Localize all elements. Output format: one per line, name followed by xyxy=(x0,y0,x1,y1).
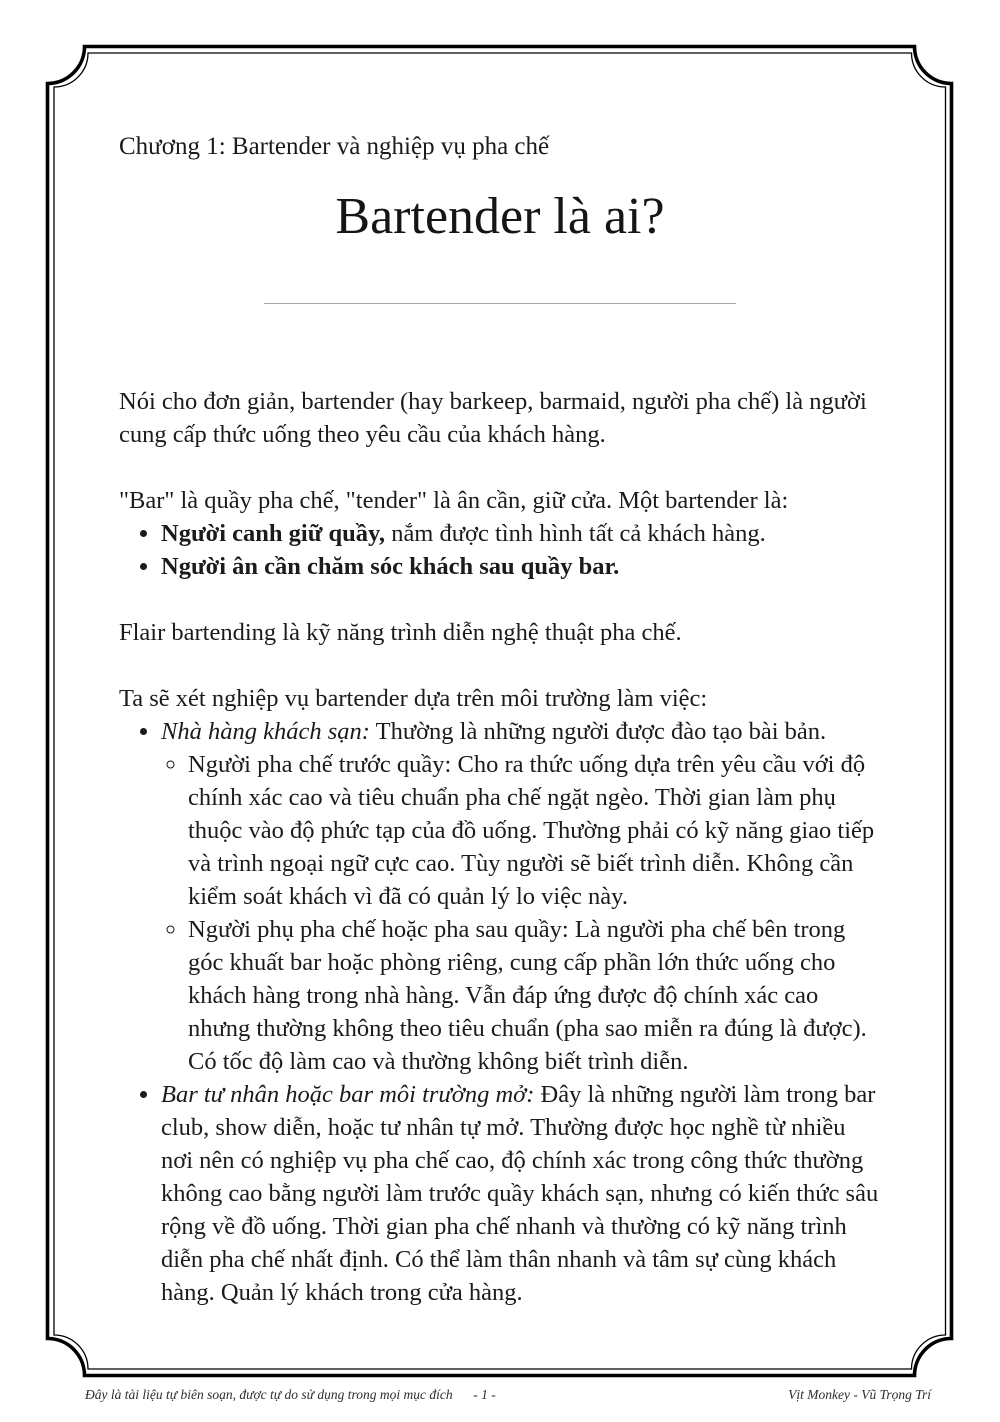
page-title: Bartender là ai? xyxy=(335,188,665,245)
list-item: • Nhà hàng khách sạn: Thường là những người được đào tạo bài bản. ◦ Người pha chế trước quầy: Cho ra thức uống dựa trên yêu cầu với độ chính xác cao và tiêu chuẩn pha chế ngặt ngèo. Thời gian làm phụ thuộc vào độ phức tạp của đồ uống. Thường phải có kỹ năng giao tiếp và trình ngoại ngữ cực cao. Tùy người sẽ biết trình diễn. Không cần kiểm soát khách vì đã có quản lý lo việc này. ◦ Người phụ pha chế hoặc pha sau quầy: Là người pha chế bên trong góc khuất bar hoặc phòng riêng, cung cấp phần lớn thức uống cho khách hàng trong nhà hàng. Vẫn đáp ứng được độ chính xác cao nhưng thường không theo tiêu chuẩn (pha sao miễn ra đúng là được). Có tốc độ làm cao và thường không biết trình diễn. xyxy=(161,715,881,1078)
paragraph-intro: Nói cho đơn giản, bartender (hay barkeep, barmaid, người pha chế) là người cung cấp thức uống theo yêu cầu của khách hàng. xyxy=(119,388,867,448)
environment-list xyxy=(119,715,881,1309)
paragraph-definition-lead: "Bar" là quầy pha chế, "tender" là ân cần, giữ cửa. Một bartender là: xyxy=(119,487,789,514)
sub-list-item: ◦ Người pha chế trước quầy: Cho ra thức uống dựa trên yêu cầu với độ chính xác cao và tiêu chuẩn pha chế ngặt ngèo. Thời gian làm phụ thuộc vào độ phức tạp của đồ uống. Thường phải có kỹ năng giao tiếp và trình ngoại ngữ cực cao. Tùy người sẽ biết trình diễn. Không cần kiểm soát khách vì đã có quản lý lo việc này. xyxy=(188,748,881,913)
paragraph-environments-lead: Ta sẽ xét nghiệp vụ bartender dựa trên môi trường làm việc: xyxy=(119,685,708,712)
footer-note: Đây là tài liệu tự biên soạn, được tự do sử dụng trong mọi mục đích xyxy=(85,1387,453,1402)
list-item-lead: Người ân cần chăm sóc khách sau quầy bar. xyxy=(161,553,620,580)
list-item: • Người canh giữ quầy, nắm được tình hình tất cả khách hàng. xyxy=(161,517,881,550)
list-item xyxy=(161,550,881,583)
sub-list-item: ◦ Người phụ pha chế hoặc pha sau quầy: Là người pha chế bên trong góc khuất bar hoặc phòng riêng, cung cấp phần lớn thức uống cho khách hàng trong nhà hàng. Vẫn đáp ứng được độ chính xác cao nhưng thường không theo tiêu chuẩn (pha sao miễn ra đúng là được). Có tốc độ làm cao và thường không biết trình diễn. xyxy=(188,913,881,1078)
list-item-lead: Người canh giữ quầy, xyxy=(161,520,386,547)
chapter-heading: Chương 1: Bartender và nghiệp vụ pha chế xyxy=(119,133,550,160)
list-item-lead: Bar tư nhân hoặc bar môi trường mở: xyxy=(161,1081,535,1108)
sub-list xyxy=(161,748,881,1078)
page-content xyxy=(119,130,881,1309)
list-item: • Bar tư nhân hoặc bar môi trường mở: Đây là những người làm trong bar club, show diễn, hoặc tư nhân tự mở. Thường được học nghề từ nhiều nơi nên có nghiệp vụ pha chế cao, độ chính xác trong công thức thường không cao bằng người làm trước quầy khách sạn, nhưng có kiến thức sâu rộng về đồ uống. Thời gian pha chế nhanh và thường có kỹ năng trình diễn pha chế nhất định. Có thể làm thân nhanh và tâm sự cùng khách hàng. Quản lý khách trong cửa hàng. xyxy=(161,1078,881,1309)
paragraph-flair: Flair bartending là kỹ năng trình diễn nghệ thuật pha chế. xyxy=(119,619,682,646)
body-text xyxy=(119,385,881,1309)
page-number: - 1 - xyxy=(473,1387,496,1402)
footer-author: Vịt Monkey - Vũ Trọng Trí xyxy=(788,1387,931,1402)
title-divider xyxy=(264,303,736,304)
definition-list xyxy=(119,517,881,583)
list-item-lead: Nhà hàng khách sạn: xyxy=(161,718,370,745)
